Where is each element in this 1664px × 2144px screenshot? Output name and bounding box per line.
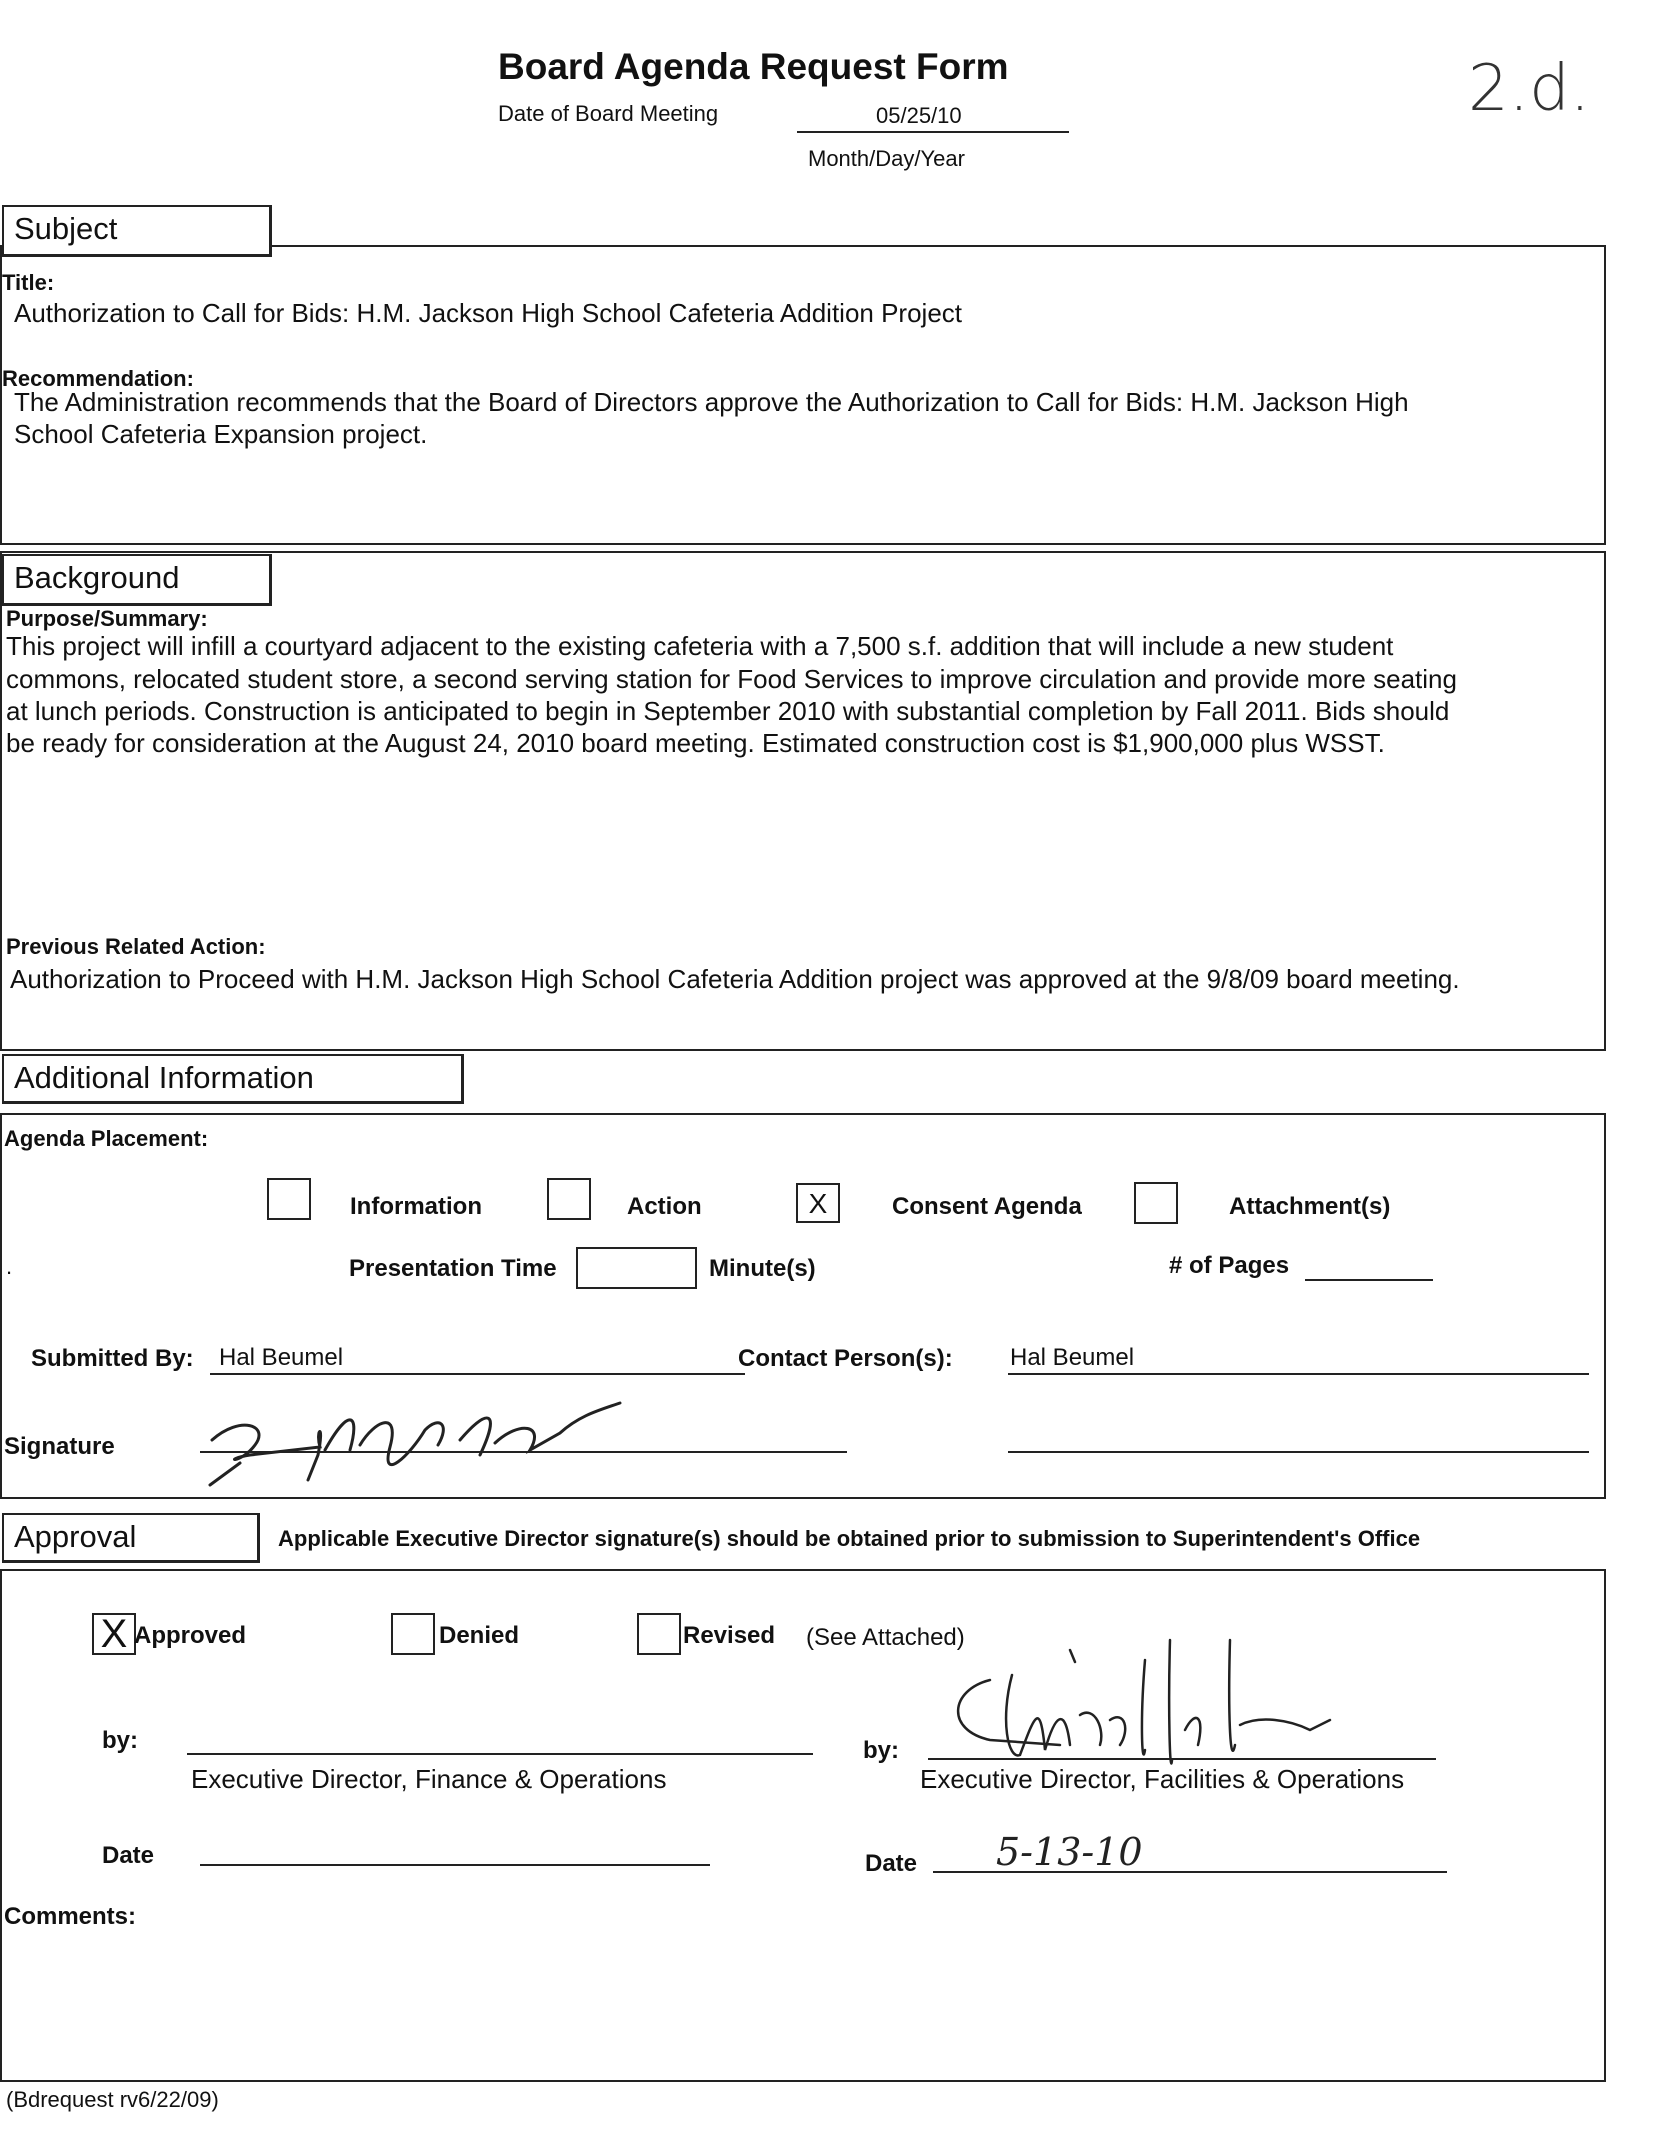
additional-info-tab: Additional Information [2,1054,464,1104]
facilities-by-label: by: [863,1737,899,1764]
facilities-director-title: Executive Director, Facilities & Operations [920,1764,1405,1794]
information-label: Information [350,1193,482,1220]
page-count-field[interactable] [1305,1279,1433,1281]
attachments-label: Attachment(s) [1229,1193,1391,1220]
consent-agenda-label: Consent Agenda [892,1193,1082,1220]
purpose-line-1: This project will infill a courtyard adjacent to the existing cafeteria with a 7,500 s.f. addition that will include a new student [6,631,1394,661]
submitted-by-value: Hal Beumel [219,1344,344,1371]
approved-checkbox[interactable]: X [92,1613,136,1655]
background-tab: Background [2,554,272,606]
signature-label: Signature [4,1433,115,1460]
submitted-by-line [210,1373,745,1375]
form-revision-code: (Bdrequest rv6/22/09) [6,2087,219,2112]
facilities-date-label: Date [865,1850,918,1877]
subject-tab: Subject [2,205,272,257]
action-label: Action [627,1193,702,1220]
page-count-label: # of Pages [1169,1252,1290,1279]
recommendation-line-2: School Cafeteria Expansion project. [14,419,428,449]
comments-label: Comments: [4,1903,137,1930]
form-title: Board Agenda Request Form [498,46,1009,87]
previous-action-label: Previous Related Action: [6,934,266,959]
consent-agenda-checkbox[interactable]: X [796,1183,840,1223]
meeting-date-underline [797,131,1069,133]
contact-person-label: Contact Person(s): [738,1345,953,1372]
submitted-by-label: Submitted By: [31,1345,194,1372]
action-checkbox[interactable] [547,1178,591,1220]
revised-checkbox[interactable] [637,1613,681,1655]
finance-date-line [200,1864,710,1866]
stray-dot: . [6,1254,13,1279]
see-attached-note: (See Attached) [806,1624,965,1651]
minutes-label: Minute(s) [709,1255,816,1282]
meeting-date-value: 05/25/10 [876,103,962,128]
approval-tab: Approval [2,1513,260,1563]
contact-signature-line [1008,1451,1589,1453]
finance-by-label: by: [102,1727,138,1754]
contact-person-line [1008,1373,1589,1375]
title-label: Title: [2,270,55,295]
finance-signature-line [187,1753,813,1755]
information-checkbox[interactable] [267,1178,311,1220]
facilities-signature-line [928,1758,1436,1760]
agenda-item-number: 2.d. [1468,52,1591,126]
finance-date-label: Date [102,1842,155,1869]
submitter-signature [200,1385,640,1495]
purpose-line-2: commons, relocated student store, a second serving station for Food Services to improve circulation and provide more seating [6,664,1457,694]
submitter-signature-line [200,1451,847,1453]
attachments-checkbox[interactable] [1134,1182,1178,1224]
presentation-time-input[interactable] [576,1247,697,1289]
revised-label: Revised [683,1622,776,1649]
purpose-line-3: at lunch periods. Construction is anticipated to begin in September 2010 with substantial completion by Fall 2011. Bids should [6,696,1450,726]
meeting-date-label: Date of Board Meeting [498,101,719,126]
denied-label: Denied [439,1622,520,1649]
facilities-date-value: 5-13-10 [996,1830,1143,1874]
title-text: Authorization to Call for Bids: H.M. Jackson High School Cafeteria Addition Project [14,298,963,328]
purpose-line-4: be ready for consideration at the August 24, 2010 board meeting. Estimated construction cost is $1,900,000 plus WSST. [6,728,1385,758]
recommendation-label: Recommendation: [2,366,194,391]
agenda-placement-label: Agenda Placement: [4,1126,209,1151]
date-format-hint: Month/Day/Year [808,146,965,171]
finance-director-title: Executive Director, Finance & Operations [191,1764,667,1794]
purpose-label: Purpose/Summary: [6,606,208,631]
denied-checkbox[interactable] [391,1613,435,1655]
presentation-time-label: Presentation Time [349,1255,557,1282]
approval-note: Applicable Executive Director signature(s) should be obtained prior to submission to Superintendent's Office [278,1526,1421,1551]
contact-person-value: Hal Beumel [1010,1344,1135,1371]
approved-label: Approved [134,1622,247,1649]
previous-action-text: Authorization to Proceed with H.M. Jackson High School Cafeteria Addition project was approved at the 9/8/09 board meeting. [10,964,1460,994]
recommendation-line-1: The Administration recommends that the Board of Directors approve the Authorization to Call for Bids: H.M. Jackson High [14,387,1409,417]
